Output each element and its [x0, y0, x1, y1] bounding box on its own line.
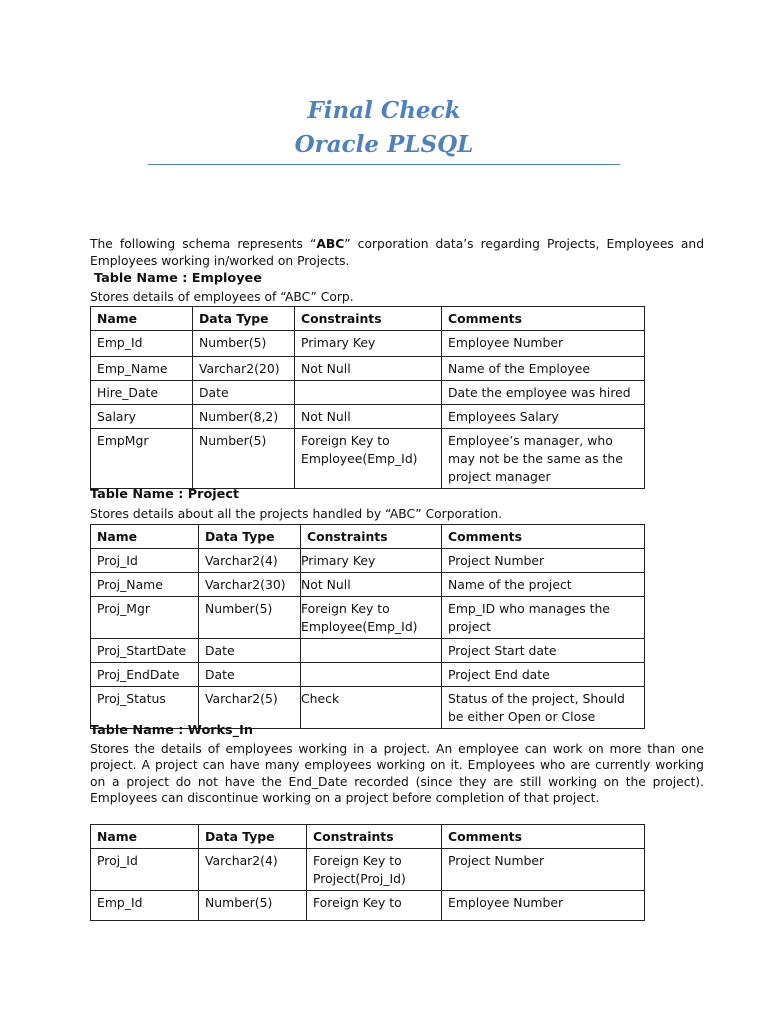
- table-cell: Proj_EndDate: [91, 663, 199, 687]
- table-row: [91, 331, 645, 357]
- works-in-table-heading: Table Name : Works_In: [90, 723, 253, 738]
- works-in-table-description: Stores the details of employees working in a project. An employee can work on more than one project. A project can have many employees working on it. Employees who are currently working on a project do not have the End_Date recorded (since they are still working on the project). Employees can discontinue working on a project before completion of that project.: [90, 742, 704, 806]
- title-divider: [148, 164, 620, 165]
- column-header: Constraints: [295, 307, 442, 331]
- table-cell: Employee Number: [442, 891, 645, 921]
- column-header: Constraints: [301, 525, 442, 549]
- project-table-description: Stores details about all the projects handled by “ABC” Corporation.: [90, 507, 503, 521]
- table-cell: Number(5): [193, 331, 295, 357]
- table-row: [91, 429, 645, 489]
- table-cell: Salary: [91, 405, 193, 429]
- table-row: [91, 381, 645, 405]
- table-cell: [301, 663, 442, 687]
- table-cell: EmpMgr: [91, 429, 193, 489]
- table-header-row: [91, 525, 645, 549]
- table-cell: Varchar2(5): [199, 687, 301, 729]
- intro-paragraph: [90, 236, 704, 270]
- table-cell: Employee’s manager, who may not be the same as the project manager: [442, 429, 645, 489]
- column-header: Data Type: [199, 525, 301, 549]
- column-header: Name: [91, 307, 193, 331]
- table-row: [91, 405, 645, 429]
- table-cell: Proj_Id: [91, 549, 199, 573]
- table-cell: Employees Salary: [442, 405, 645, 429]
- intro-text-end: ” corporation data’s regarding Projects, Employees and Employees working in/worked on Projects.: [90, 237, 705, 268]
- column-header: Comments: [442, 525, 645, 549]
- column-header: Data Type: [199, 825, 307, 849]
- employee-table: [90, 306, 645, 489]
- document-title: Final Check: [307, 97, 461, 124]
- table-cell: Varchar2(30): [199, 573, 301, 597]
- column-header: Data Type: [193, 307, 295, 331]
- table-cell: Primary Key: [301, 549, 442, 573]
- table-cell: Emp_Id: [91, 331, 193, 357]
- table-header-row: [91, 825, 645, 849]
- table-cell: Number(5): [199, 597, 301, 639]
- table-cell: Primary Key: [295, 331, 442, 357]
- works-in-table: [90, 824, 645, 921]
- table-cell: Varchar2(20): [193, 357, 295, 381]
- employee-table-heading: Table Name : Employee: [94, 271, 262, 286]
- table-cell: Not Null: [295, 357, 442, 381]
- table-cell: Number(8,2): [193, 405, 295, 429]
- employee-table-description: Stores details of employees of “ABC” Corp.: [90, 290, 354, 304]
- table-cell: [301, 639, 442, 663]
- table-cell: Emp_Name: [91, 357, 193, 381]
- column-header: Name: [91, 525, 199, 549]
- table-cell: Date: [193, 381, 295, 405]
- table-cell: Name of the Employee: [442, 357, 645, 381]
- table-row: [91, 573, 645, 597]
- table-cell: Proj_Mgr: [91, 597, 199, 639]
- table-cell: Not Null: [295, 405, 442, 429]
- table-cell: Emp_Id: [91, 891, 199, 921]
- table-cell: Date: [199, 639, 301, 663]
- table-cell: Proj_Name: [91, 573, 199, 597]
- table-cell: Status of the project, Should be either Open or Close: [442, 687, 645, 729]
- table-cell: Date: [199, 663, 301, 687]
- table-cell: Foreign Key to Employee(Emp_Id): [295, 429, 442, 489]
- column-header: Comments: [442, 825, 645, 849]
- table-cell: Varchar2(4): [199, 549, 301, 573]
- table-row: [91, 357, 645, 381]
- table-cell: Proj_Id: [91, 849, 199, 891]
- table-row: [91, 549, 645, 573]
- table-cell: Emp_ID who manages the project: [442, 597, 645, 639]
- table-row: [91, 663, 645, 687]
- table-cell: Project Number: [442, 849, 645, 891]
- project-table-heading: Table Name : Project: [90, 487, 240, 502]
- project-table: [90, 524, 645, 729]
- table-cell: Name of the project: [442, 573, 645, 597]
- table-cell: Date the employee was hired: [442, 381, 645, 405]
- table-cell: Number(5): [193, 429, 295, 489]
- table-cell: Proj_Status: [91, 687, 199, 729]
- table-cell: Proj_StartDate: [91, 639, 199, 663]
- column-header: Comments: [442, 307, 645, 331]
- intro-company: ABC: [316, 237, 345, 251]
- table-cell: Project Number: [442, 549, 645, 573]
- column-header: Name: [91, 825, 199, 849]
- table-row: [91, 597, 645, 639]
- table-row: [91, 639, 645, 663]
- table-cell: Project End date: [442, 663, 645, 687]
- table-row: [91, 849, 645, 891]
- document-subtitle: Oracle PLSQL: [294, 131, 474, 158]
- table-cell: Foreign Key to Project(Proj_Id): [307, 849, 442, 891]
- table-cell: Number(5): [199, 891, 307, 921]
- table-header-row: [91, 307, 645, 331]
- table-cell: Varchar2(4): [199, 849, 307, 891]
- table-cell: Check: [301, 687, 442, 729]
- table-cell: Not Null: [301, 573, 442, 597]
- table-cell: Foreign Key to Employee(Emp_Id): [301, 597, 442, 639]
- column-header: Constraints: [307, 825, 442, 849]
- table-cell: Foreign Key to: [307, 891, 442, 921]
- table-cell: Hire_Date: [91, 381, 193, 405]
- table-cell: Employee Number: [442, 331, 645, 357]
- intro-text-start: The following schema represents “: [90, 237, 317, 251]
- table-row: [91, 891, 645, 921]
- table-cell: [295, 381, 442, 405]
- table-cell: Project Start date: [442, 639, 645, 663]
